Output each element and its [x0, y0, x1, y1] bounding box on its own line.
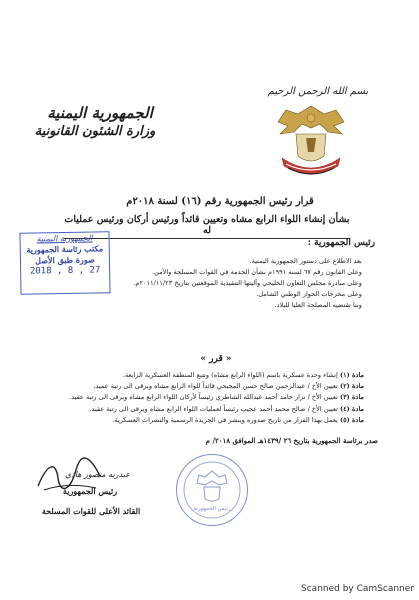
official-seal-icon	[176, 454, 248, 526]
preamble-line: وعلى مبادرة مجلس التعاون الخليجي وآليتها التنفيذية الموقعتين بتاريخ ٢٠١١/١١/٢٣م.	[133, 279, 362, 287]
issuance-line: صدر برئاسة الجمهورية بتاريخ ٢٦ /١٤٣٩هـ الموافق ٢٠١٨/ م	[205, 436, 378, 445]
signatory-title: رئيس الجمهورية	[62, 486, 118, 496]
preamble-line: وبنا تقتضيه المصلحة العليا للبلاد.	[274, 301, 362, 309]
seal-text: رئيس الجمهورية	[193, 506, 231, 512]
article-text: تعيين الأخ / صالح محمد أحمد عجيب رئيساً لعمليات اللواء الرابع مشاه ويرقى الى رتبة عقيد.	[89, 404, 338, 413]
stamp-line-2: مكتب رئاسة الجمهورية	[26, 243, 104, 255]
ministry-heading: وزارة الشئون القانونية	[34, 124, 156, 139]
article-label: مادة (٤)	[339, 404, 364, 413]
stamp-date: 2018 , 8 , 27	[29, 265, 101, 277]
scanner-watermark: Scanned by CamScanner	[301, 584, 414, 594]
yemen-emblem-icon	[268, 100, 354, 182]
article-2	[66, 381, 364, 392]
seal-emblem-icon	[177, 455, 247, 525]
preamble-line: وعلى القانون رقم ٦٧ لسنة ١٩٩١م بشأن الخدمة في القوات المسلحة والأمن.	[151, 268, 362, 276]
preamble-line: وعلى مخرجات الحوار الوطني الشامل.	[256, 290, 362, 298]
article-label: مادة (٢)	[339, 382, 364, 391]
stamp-line-3: صورة طبق الأصل	[35, 254, 95, 266]
signatory-name: عبدربه منصور هادي	[65, 470, 130, 479]
article-label: مادة (٣)	[339, 393, 364, 402]
article-label: مادة (١)	[339, 371, 364, 379]
decree-subject: بشأن إنشاء اللواء الرابع مشاه وتعيين قائداً ورئيس أركان ورئيس عمليات له	[64, 214, 350, 239]
preamble	[112, 256, 362, 311]
certified-copy-stamp	[19, 231, 110, 295]
addressee: رئيس الجمهورية :	[307, 238, 375, 248]
decree-title: قرار رئيس الجمهورية رقم (١٦) لسنة ٢٠١٨م	[126, 196, 314, 207]
article-text: يعمل بهذا القرار من تاريخ صدوره وينشر في الجريدة الرسمية والنشرات العسكرية.	[112, 415, 338, 424]
basmala: بسم الله الرحمن الرحيم	[267, 86, 369, 97]
decided-heading: « قرر »	[200, 354, 232, 364]
signatory-command: القائد الأعلى للقوات المسلحة	[41, 506, 141, 516]
article-1	[66, 370, 364, 381]
article-label: مادة (٥)	[339, 415, 364, 424]
article-4	[66, 404, 364, 415]
stamp-line-1: الجمهورية اليمنية	[36, 233, 93, 244]
republic-heading: الجمهورية اليمنية	[47, 104, 153, 122]
articles-list	[66, 370, 364, 426]
article-3	[66, 392, 364, 403]
preamble-line: بعد الاطلاع على دستور الجمهورية اليمنية.	[249, 257, 362, 265]
article-text: تعيين الأخ / عبدالرحمن صالح حسن المحيحي قائداً للواء الرابع مشاه ويرقى الى رتبة عميد.	[93, 382, 338, 391]
article-5	[66, 415, 364, 426]
article-text: إنشاء وحدة عسكرية باسم (اللواء الرابع مشاه) وتتبع المنطقة العسكرية الرابعة.	[122, 371, 338, 379]
article-text: تعيين الأخ / نزار حامد أحمد عبدالله الشاطري رئيساً لأركان اللواء الرابع مشاه ويرقى الى رتبة عقيد.	[69, 393, 338, 402]
